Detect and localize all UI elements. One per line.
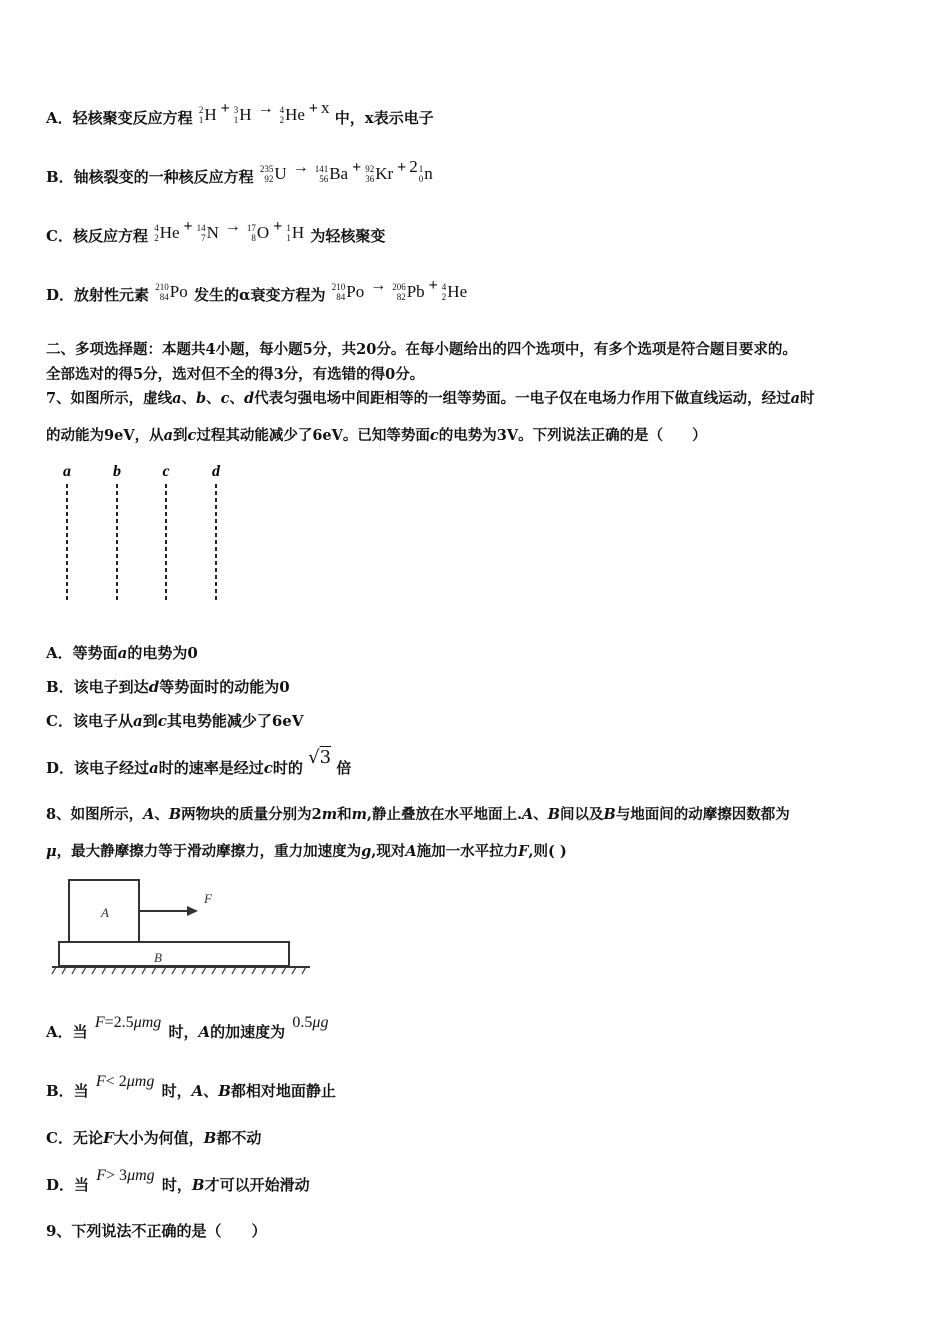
- q6-option-c: [46, 218, 386, 253]
- option-suffix: 为轻核聚变: [310, 227, 386, 245]
- force-label: F: [204, 891, 212, 906]
- q7-stem-line1: 7、如图所示，虚线a、b、c、d代表匀强电场中间距相等的一组等势面。一电子仅在电场力作用下做直线运动，经过a时: [46, 390, 815, 407]
- q6-option-b: [46, 157, 434, 194]
- q6-option-a: [46, 98, 434, 135]
- q6-option-d: [46, 277, 468, 312]
- force-condition: F> 3μmg: [96, 1167, 155, 1184]
- q7-option-c: C．该电子从a到c其电势能减少了6eV: [46, 712, 304, 730]
- q7-option-b: B．该电子到达d等势面时的动能为0: [46, 678, 290, 696]
- option-label: B．铀核裂变的一种核反应方程: [46, 168, 254, 186]
- q8-option-d: D．当 F> 3μmg 时，B才可以开始滑动: [46, 1167, 310, 1194]
- sqrt-three: √3: [308, 747, 332, 768]
- block-a-label: A: [101, 905, 109, 920]
- q8-stem-line1: 8、如图所示，A、B两物块的质量分别为2m和m,静止叠放在水平地面上.A、B间以及B与地面间的动摩擦因数都为: [46, 806, 790, 823]
- section-instructions: 全部选对的得5分，选对但不全的得3分，有选错的得0分。: [46, 366, 425, 383]
- polonium-symbol: 210 84 Po: [155, 282, 188, 302]
- q7-option-d: D．该电子经过a时的速率是经过c时的 √3 倍: [46, 747, 352, 777]
- label-a: a: [63, 463, 71, 480]
- fission-equation: 235 92 U → 141 56 Ba + 92 36 Kr + 2 1 0 n: [259, 157, 433, 184]
- blocks-figure: [50, 875, 315, 975]
- q9-stem: 9、下列说法不正确的是（ ）: [46, 1222, 267, 1240]
- acceleration-value: 0.5μg: [292, 1014, 329, 1031]
- reaction-equation: 4 2 He + 14 7 N → 17 8 O + 1 1 H: [154, 218, 305, 243]
- option-suffix: 中，x表示电子: [334, 109, 434, 127]
- force-condition: F=2.5μmg: [94, 1014, 162, 1031]
- option-label: C．核反应方程: [46, 227, 148, 245]
- ground-hatching: [52, 967, 306, 974]
- q8-stem-line2: μ，最大静摩擦力等于滑动摩擦力，重力加速度为g,现对A施加一水平拉力F,则( ): [46, 843, 567, 860]
- q7-option-a: A．等势面a的电势为0: [46, 644, 198, 662]
- option-mid: 发生的α衰变方程为: [193, 286, 326, 304]
- label-d: d: [212, 463, 220, 480]
- option-label: D．放射性元素: [46, 286, 150, 304]
- force-condition: F< 2μmg: [95, 1073, 155, 1090]
- label-b: b: [113, 463, 121, 480]
- block-b: [59, 942, 289, 966]
- fusion-equation: 2 1 H + 3 1 H → 4 2 He + x: [198, 98, 330, 125]
- block-b-label: B: [154, 950, 162, 965]
- q8-option-b: B．当 F< 2μmg 时，A、B都相对地面静止: [46, 1073, 336, 1100]
- force-arrowhead: [187, 906, 198, 916]
- q8-option-a: A．当 F=2.5μmg 时，A的加速度为 0.5μg: [46, 1014, 329, 1041]
- option-label: A．轻核聚变反应方程: [46, 109, 193, 127]
- section-heading: 二、多项选择题：本题共4小题，每小题5分，共20分。在每小题给出的四个选项中，有多个选项是符合题目要求的。: [46, 341, 797, 358]
- alpha-decay-equation: 210 84 Po → 206 82 Pb + 4 2 He: [331, 277, 468, 302]
- q8-option-c: C．无论F大小为何值，B都不动: [46, 1129, 262, 1147]
- label-c: c: [162, 463, 170, 480]
- q7-stem-line2: 的动能为9eV，从a到c过程其动能减少了6eV。已知等势面c的电势为3V。下列说法正确的是（ ）: [46, 427, 707, 444]
- equipotential-figure: [50, 458, 240, 608]
